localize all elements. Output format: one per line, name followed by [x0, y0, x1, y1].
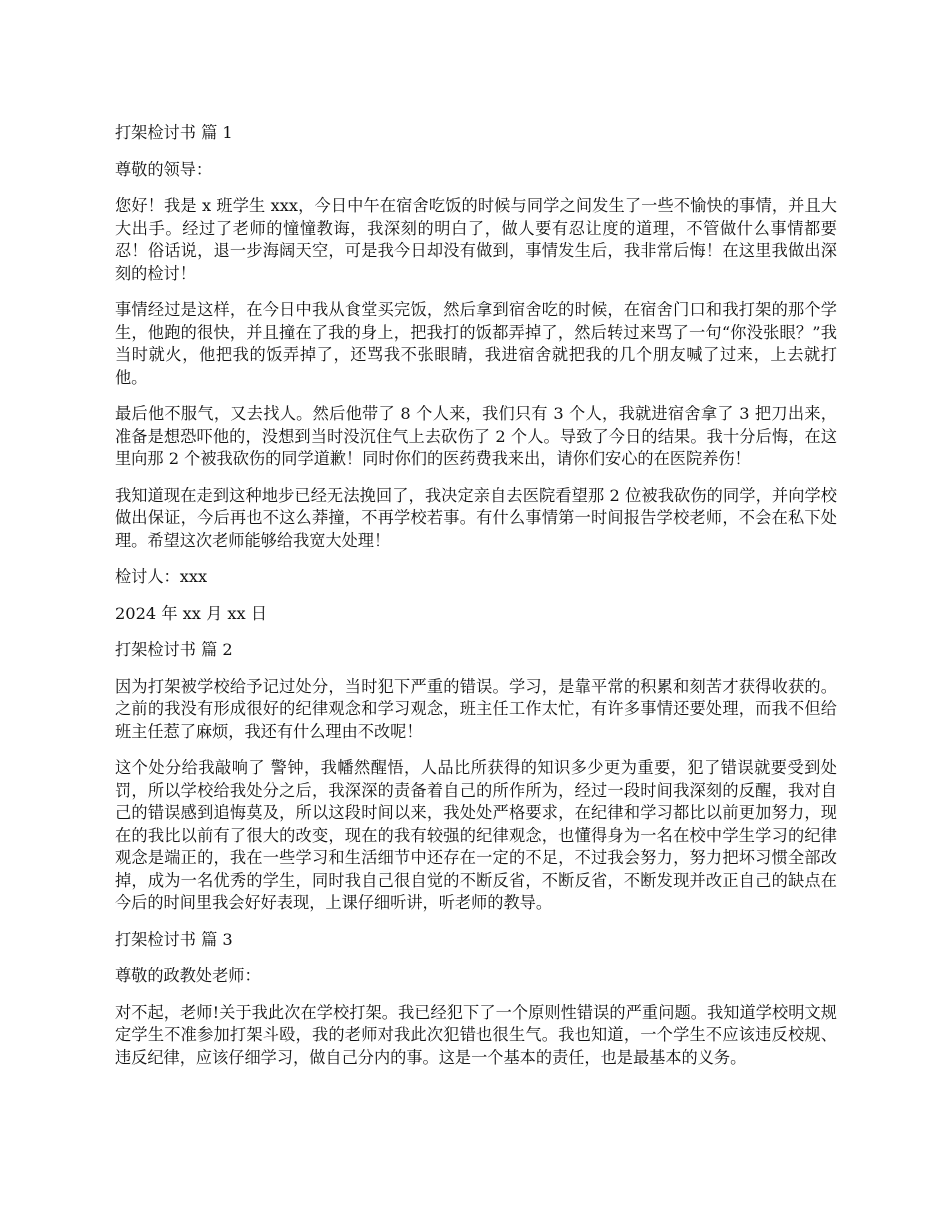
paragraph: 对不起，老师!关于我此次在学校打架。我已经犯下了一个原则性错误的严重问题。我知道学校明文规定学生不准参加打架斗殴，我的老师对我此次犯错也很生气。我也知道，一个学生不应该违反校规、违反纪律，应该仔细学习，做自己分内的事。这是一个基本的责任，也是最基本的义务。: [115, 1002, 837, 1067]
paragraph: 您好！我是 x 班学生 xxx，今日中午在宿舍吃饭的时候与同学之间发生了一些不愉快的事情，并且大大出手。经过了老师的憧憧教诲，我深刻的明白了，做人要有忍让度的道理，不管做什么事情都要忍！俗话说，退一步海阔天空，可是我今日却没有做到，事情发生后，我非常后悔！在这里我做出深刻的检讨！: [115, 196, 837, 283]
section-heading-2: 打架检讨书 篇 2: [115, 640, 233, 659]
paragraph: 最后他不服气，又去找人。然后他带了 8 个人来，我们只有 3 个人，我就进宿舍拿了 3 把刀出来，准备是想恐吓他的，没想到当时没沉住气上去砍伤了 2 个人。导致了今日的结果。我十分后悔，在这里向那 2 个被我砍伤的同学道歉！同时你们的医药费我来出，请你们安心的在医院养伤！: [115, 404, 837, 468]
salutation: 尊敬的政教处老师：: [115, 966, 261, 985]
section-heading-1: 打架检讨书 篇 1: [115, 123, 233, 142]
section-heading-3: 打架检讨书 篇 3: [115, 929, 233, 949]
document-body: [115, 122, 837, 1083]
date-line: 2024 年 xx 月 xx 日: [115, 603, 268, 623]
signature-line: 检讨人：xxx: [115, 567, 208, 586]
paragraph: 因为打架被学校给予记过处分，当时犯下严重的错误。学习，是靠平常的积累和刻苦才获得收获的。之前的我没有形成很好的纪律观念和学习观念，班主任工作太忙，有许多事情还要处理，而我不但给班主任惹了麻烦，我还有什么理由不改呢！: [115, 676, 837, 741]
paragraph: 我知道现在走到这种地步已经无法挽回了，我决定亲自去医院看望那 2 位被我砍伤的同学，并向学校做出保证，今后再也不这么莽撞，不再学校若事。有什么事情第一时间报告学校老师，不会在私下处理。希望这次老师能够给我宽大处理！: [115, 485, 837, 550]
paragraph: 事情经过是这样，在今日中我从食堂买完饭，然后拿到宿舍吃的时候，在宿舍门口和我打架的那个学生，他跑的很快，并且撞在了我的身上，把我打的饭都弄掉了，然后转过来骂了一句“你没张眼？”我当时就火，他把我的饭弄掉了，还骂我不张眼睛，我进宿舍就把我的几个朋友喊了过来，上去就打他。: [115, 300, 837, 387]
paragraph: 这个处分给我敲响了 警钟，我幡然醒悟，人品比所获得的知识多少更为重要，犯了错误就要受到处罚，所以学校给我处分之后，我深深的责备着自己的所作所为，经过一段时间我深刻的反醒，我对自己的错误感到追悔莫及，所以这段时间以来，我处处严格要求，在纪律和学习都比以前更加努力，现在的我比以前有了很大的改变，现在的我有较强的纪律观念，也懂得身为一名在校中学生学习的纪律观念是端正的，我在一些学习和生活细节中还存在一定的不足，不过我会努力，努力把坏习惯全部改掉，成为一名优秀的学生，同时我自己很自觉的不断反省，不断反省，不断发现并改正自己的缺点在今后的时间里我会好好表现，上课仔细听讲，听老师的教导。: [115, 758, 837, 912]
salutation: 尊敬的领导：: [115, 159, 213, 179]
